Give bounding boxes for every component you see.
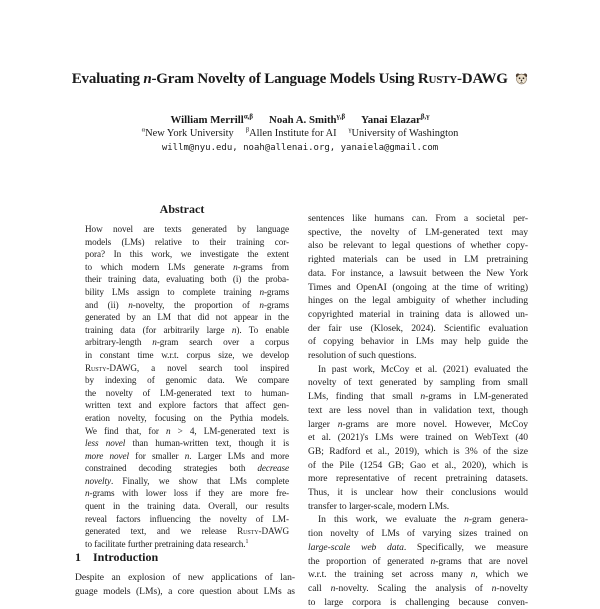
text-line: Rusty-DAWG, a novel search tool inspired [85,362,289,373]
abstract-heading: Abstract [159,202,205,216]
text-line: pora? In this work, we investigate the extent [85,249,289,260]
text-line: to facilitate further pretraining data research.$^1$ [85,538,249,549]
text-line: to large corpora is challenging because conven- [308,596,528,608]
text-line: Despite an explosion of new applications of lan- [75,572,295,583]
text-line: sentences like humans can. From a societal per- [308,213,528,224]
text-line: transfer to larger-scale, modern LMs. [308,500,450,512]
text-line: larger n-grams are more novel. However, McCoy [308,418,528,430]
text-line: der fair use (Klosek, 2024). Scientific evaluation [308,322,528,334]
text-line: guage models (LMs), a core question about LMs as [75,585,295,597]
text-line: bility LMs assign to complete training n-grams [85,286,289,297]
text-line: models (LMs) relative to their training cor- [85,236,289,247]
text-line: generated by an LM that did not appear in the [85,312,289,323]
author-name: Noah A. Smith$^{\gamma,\beta}$ [269,113,346,126]
text-line: We find that, for n > 4, LM-generated text is [85,425,289,436]
affiliation: $^\alpha$New York University [141,126,234,139]
text-line: to which modern LMs generate n-grams from [85,261,289,272]
text-line: et al. (2021)'s LMs were trained on WebText (40 [308,432,528,444]
text-line: resolution of such questions. [308,350,417,362]
text-line: of the Pile (1254 GB; Gao et al., 2020), which is [308,459,528,471]
text-line: less novel than human-written text, though it is [85,438,289,449]
text-line: LMs, finding that small n-grams in LM-generated [308,391,528,403]
text-line: novelty of text generated by sampling from small [308,377,528,389]
text-line: the proportion of generated n-grams that are novel [308,555,528,567]
text-line: the novelty of LM-generated text to human- [85,387,289,398]
author-name: William Merrill$^{\alpha,\beta}$ [170,113,254,126]
text-line: tion novelty of LMs of varying sizes trained on [308,528,528,540]
text-line: training data (for arbitrarily large n). To enable [85,324,289,335]
text-line: by indexing of genomic data. We compare [85,375,289,386]
text-line: large-scale web data. Specifically, we measure [308,541,529,553]
abstract-body [85,223,289,550]
page-title-text: Evaluating n-Gram Novelty of Language Models Using Rusty-DAWG [71,71,508,87]
section-number: 1 [75,550,81,564]
text-line: their training data, evaluating both (i) the proba- [85,274,289,285]
right-column-body [308,212,528,609]
text-line: text are less novel than in validation text, though [308,404,528,416]
text-line: Thus, it is unclear how their conclusions would [308,487,528,499]
text-line: spective, the novelty of LM-generated text may [308,226,528,238]
text-line: generated text, and we release Rusty-DAWG [85,526,289,537]
text-line: in constant time w.r.t. corpus size, we develop [85,349,289,360]
text-line: call n-novelty. Scaling the analysis of n-novelty [308,582,528,594]
text-line: hinges on the legal ambiguity of whether including [308,295,528,307]
dog-emoji-icon [515,72,528,85]
affiliation: $^\gamma$University of Washington [348,126,459,139]
author-line [0,114,600,126]
text-line: more representative of recent pretraining datasets. [308,473,528,485]
text-line: copyrighted material in training data is allowed un- [308,308,528,320]
affiliation-line [0,128,600,139]
text-line: eration novelty, focusing on the Pythia models. [85,412,289,423]
text-line: more novel for smaller n. Larger LMs and more [85,450,290,461]
email-line: willm@nyu.edu, noah@allenai.org, yanaiela@gmail.com [161,143,439,153]
text-line: reveal factors influencing the novelty of LM- [85,513,289,524]
text-line: w.r.t. the training set across many n, which we [308,569,528,581]
text-line: How novel are texts generated by language [85,224,289,234]
page-title [0,71,600,88]
text-line: data. For instance, a lawsuit between the New York [308,267,528,279]
text-line: novelty. Finally, we show that LMs complete [85,475,289,486]
affiliation: $^\beta$Allen Institute for AI [245,126,337,139]
text-line: also be relevant to legal questions of whether copy- [308,240,528,252]
author-name: Yanai Elazar$^{\beta,\gamma}$ [361,113,430,126]
text-line: of copying behavior in LMs may help guide the [308,336,528,348]
text-line: In this work, we evaluate the n-gram genera- [318,514,528,526]
text-line: GB; Radford et al., 2019), which is 3% of the size [308,445,528,457]
text-line: In past work, McCoy et al. (2021) evaluated the [318,363,528,375]
left-column-body [75,571,295,598]
section-heading-introduction [75,550,295,565]
text-line: righted materials can be used in LM pretraining [308,254,528,266]
text-line: quent in the training data. Overall, our results [85,501,289,512]
text-line: n-grams with lower loss if they are more fre- [85,488,289,499]
text-line: arbitrary-length n-gram search over a corpus [85,337,290,348]
text-line: Times and OpenAI (ongoing at the time of writing) [308,281,528,293]
section-title: Introduction [93,550,159,564]
text-line: written text and explore factors that affect gen- [85,400,289,411]
text-line: and (ii) n-novelty, the proportion of n-grams [85,299,289,310]
text-line: constrained decoding strategies both decrease [85,463,289,474]
